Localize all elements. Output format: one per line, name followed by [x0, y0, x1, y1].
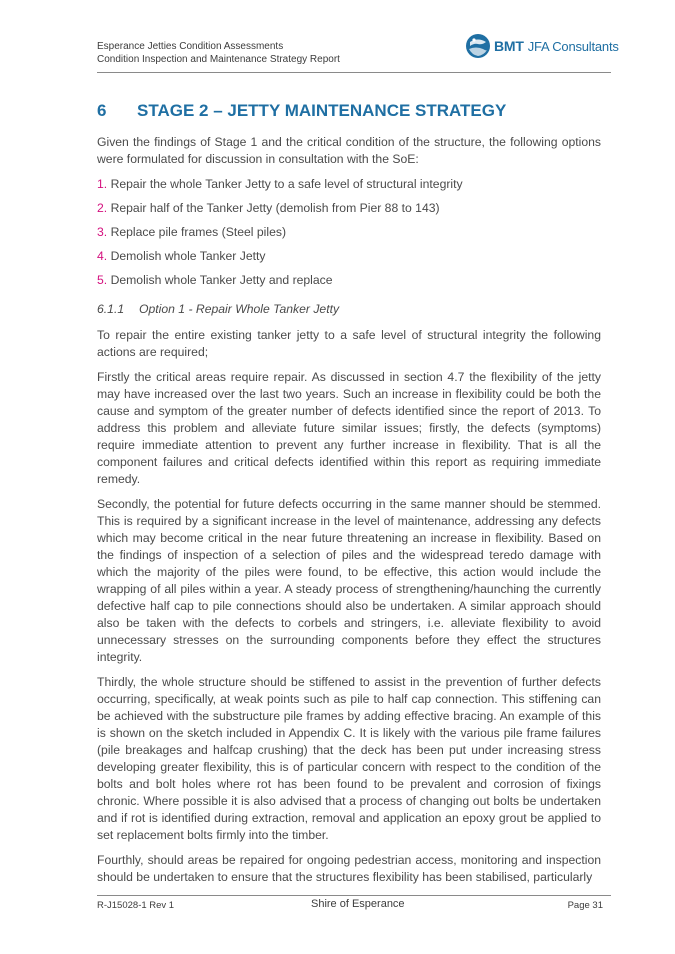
list-number: 4.	[97, 249, 108, 263]
footer-page-number: Page 31	[567, 900, 603, 911]
company-logo	[465, 33, 619, 59]
body-paragraph: Fourthly, should areas be repaired for ongoing pedestrian access, monitoring and inspection should be undertaken to ensure that the structures flexibility has been stabilised, particularly	[97, 853, 601, 884]
section-title: STAGE 2 – JETTY MAINTENANCE STRATEGY	[137, 101, 507, 120]
body-paragraph: Firstly the critical areas require repair. As discussed in section 4.7 the flexibility of the jetty may have increased over the last two years. Such an increase in flexibility could be both the cause and symptom of the greater number of defects identified since the report of 2013. To address this problem and alleviate future similar issues; firstly, the defects (symptoms) require immediate attention to prevent any further increase in flexibility. That is all the component failures and critical defects identified within this report as requiring immediate remedy.	[97, 370, 601, 486]
list-number: 5.	[97, 273, 108, 287]
list-text: Replace pile frames (Steel piles)	[110, 225, 287, 239]
bmt-globe-icon	[465, 33, 491, 59]
list-item	[97, 176, 601, 193]
options-list	[97, 176, 601, 289]
header-divider	[97, 72, 611, 73]
body-paragraph: Thirdly, the whole structure should be stiffened to assist in the prevention of further defects occurring, specifically, at weak points such as pile to half cap connection. This stiffening can be achieved with the substructure pile frames by adding effective bracing. An example of this is shown on the sketch included in Appendix C. It is likely with the various pile frame failures (pile breakages and halfcap crushing) that the deck has been put under increasing stress developing greater flexibility, this is of particular concern with respect to the condition of the bolts and bolt holes where rot has been found to be prevalent and corrosion of fixings chronic. Where possible it is also advised that a process of changing out bolts be undertaken and if rot is identified during extraction, removal and application an epoxy grout be applied to set replacement bolts firmly into the timber.	[97, 675, 601, 842]
section-heading	[97, 101, 506, 121]
list-number: 1.	[97, 177, 108, 191]
document-body	[97, 134, 601, 894]
body-paragraph: Secondly, the potential for future defects occurring in the same manner should be stemmed. This is required by a significant increase in the level of maintenance, addressing any defects which may become critical in the near future threatening an increase in flexibility. Based on the findings of inspection of a selection of piles and the widespread teredo damage with which the majority of the piles were found, to be effective, this action would include the wrapping of all piles within a year. A steady process of strengthening/haunching the currently defective half cap to pile connections should also be undertaken. A similar approach should also be taken with the defects to corbels and stringers, i.e. alleviate flexibility to avoid unnecessary stresses on the surrounding components before they effect the structures integrity.	[97, 497, 601, 664]
logo-bmt-text: BMT	[494, 38, 524, 54]
logo-jfa-text: JFA Consultants	[527, 38, 619, 54]
footer-client: Shire of Esperance	[311, 898, 405, 910]
list-item	[97, 248, 601, 265]
list-item	[97, 272, 601, 289]
list-number: 3.	[97, 225, 108, 239]
list-item	[97, 200, 601, 217]
header-report-title: Condition Inspection and Maintenance Strategy Report	[97, 54, 340, 65]
list-text: Repair the whole Tanker Jetty to a safe level of structural integrity	[110, 177, 463, 191]
intro-paragraph: Given the findings of Stage 1 and the critical condition of the structure, the following options were formulated for discussion in consultation with the SoE:	[97, 135, 601, 166]
list-text: Repair half of the Tanker Jetty (demolish from Pier 88 to 143)	[110, 201, 440, 215]
footer-divider	[97, 895, 611, 896]
running-header	[97, 40, 340, 66]
footer-report-ref: R-J15028-1 Rev 1	[97, 900, 175, 911]
list-text: Demolish whole Tanker Jetty	[110, 249, 266, 263]
list-text: Demolish whole Tanker Jetty and replace	[110, 273, 333, 287]
subsection-title: Option 1 - Repair Whole Tanker Jetty	[139, 302, 340, 316]
section-number: 6	[97, 101, 107, 120]
header-project-title: Esperance Jetties Condition Assessments	[97, 41, 284, 52]
body-paragraph: To repair the entire existing tanker jetty to a safe level of structural integrity the following actions are required;	[97, 328, 601, 359]
subsection-heading	[97, 301, 601, 318]
list-item	[97, 224, 601, 241]
subsection-number: 6.1.1	[97, 302, 125, 316]
list-number: 2.	[97, 201, 108, 215]
